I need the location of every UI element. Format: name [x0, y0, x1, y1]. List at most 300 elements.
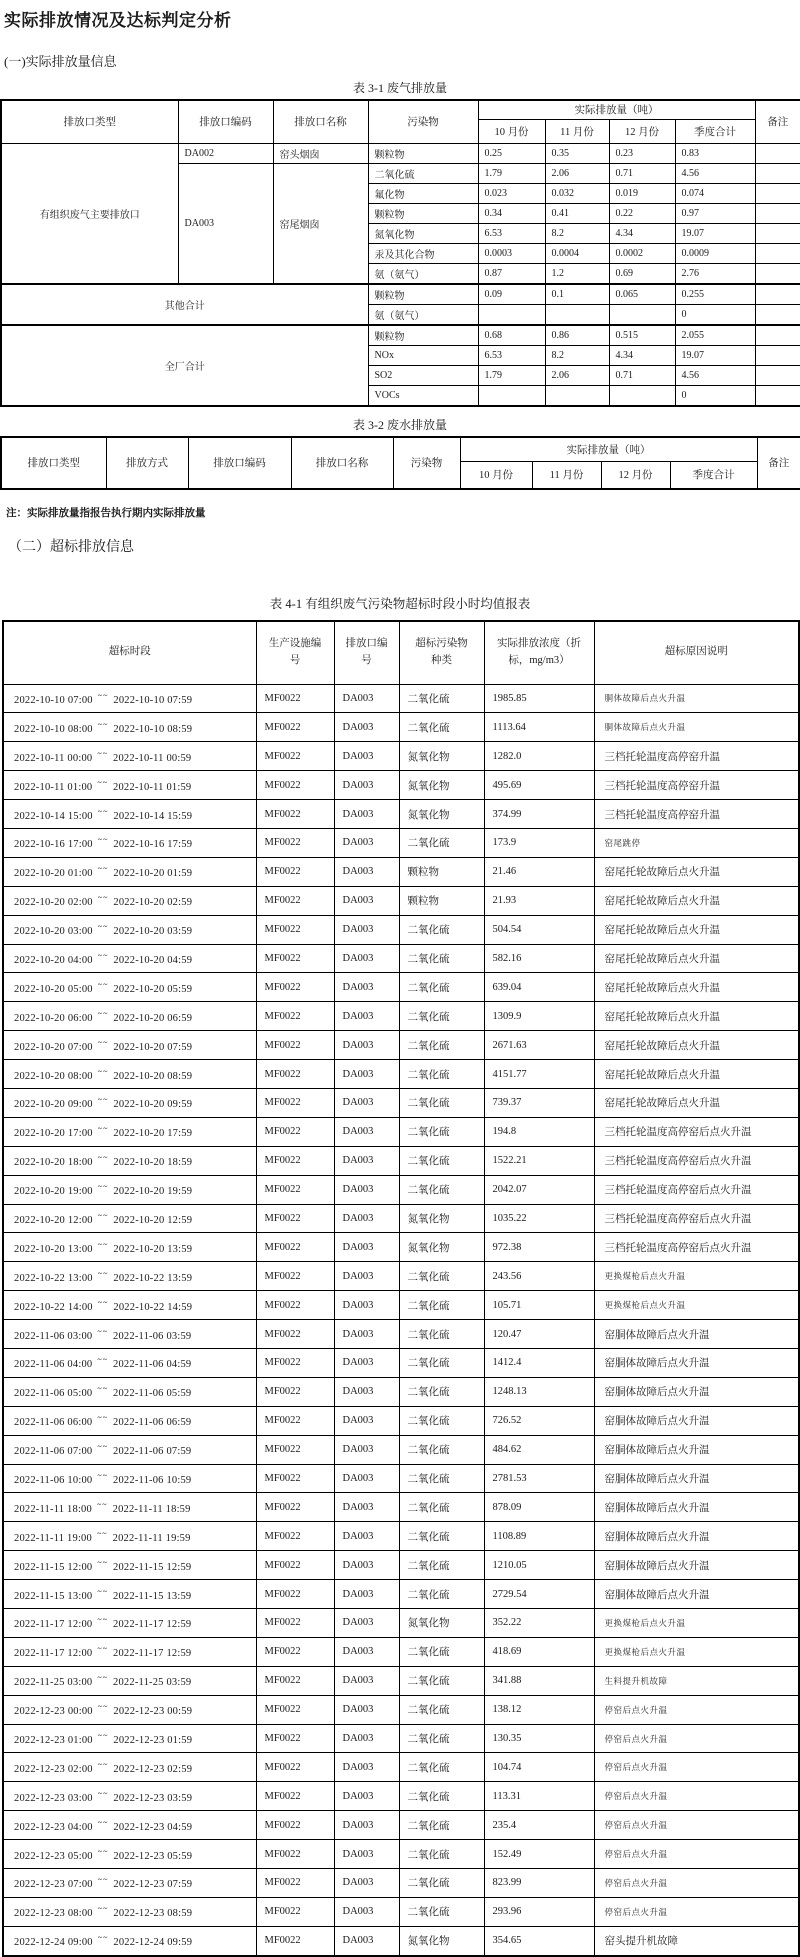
- facility-code-cell: MF0022: [256, 1406, 334, 1435]
- time-range-separator: ~~: [97, 1933, 109, 1943]
- facility-code-cell: MF0022: [256, 1522, 334, 1551]
- outlet-code-cell: DA003: [334, 800, 399, 829]
- time-range-separator: ~~: [97, 748, 109, 758]
- time-range-separator: ~~: [97, 979, 109, 989]
- pollutant-cell: VOCs: [368, 385, 478, 406]
- concentration-cell: 1248.13: [484, 1377, 594, 1406]
- time-range-separator: ~~: [97, 1615, 109, 1625]
- exceedance-row: [3, 1031, 799, 1060]
- exceedance-row: [3, 1146, 799, 1175]
- value-month10-cell: 0.34: [478, 203, 545, 223]
- value-month12-cell: 0.0002: [609, 243, 675, 263]
- exceed-period-cell: 2022-11-06 04:00 ~~ 2022-11-06 04:59: [3, 1348, 256, 1377]
- concentration-cell: 1035.22: [484, 1204, 594, 1233]
- table41-caption: 表 4-1 有组织废气污染物超标时段小时均值报表: [269, 596, 531, 611]
- outlet-code-cell: DA003: [334, 1493, 399, 1522]
- exceed-period-cell: 2022-11-06 06:00 ~~ 2022-11-06 06:59: [3, 1406, 256, 1435]
- time-range-separator: ~~: [97, 1759, 109, 1769]
- pollutant-type-cell: 二氧化硫: [399, 1782, 484, 1811]
- facility-code-cell: MF0022: [256, 915, 334, 944]
- pollutant-type-cell: 氮氧化物: [399, 1609, 484, 1638]
- facility-code-cell: MF0022: [256, 1146, 334, 1175]
- exceedance-row: [3, 1811, 799, 1840]
- exceed-reason-cell: 窑胴体故障后点火升温: [594, 1580, 799, 1609]
- pollutant-type-cell: 氮氧化物: [399, 1233, 484, 1262]
- concentration-cell: 2671.63: [484, 1031, 594, 1060]
- remark-cell: [755, 223, 800, 243]
- exceed-period-cell: 2022-11-15 13:00 ~~ 2022-11-15 13:59: [3, 1580, 256, 1609]
- concentration-cell: 1522.21: [484, 1146, 594, 1175]
- pollutant-type-cell: 二氧化硫: [399, 1522, 484, 1551]
- pollutant-type-cell: 二氧化硫: [399, 1377, 484, 1406]
- exceed-reason-cell: 窑尾托轮故障后点火升温: [594, 973, 799, 1002]
- exceed-reason-cell: 停窑后点火升温: [594, 1811, 799, 1840]
- waste-water-emission-table: [0, 436, 800, 490]
- value-quarter-total-cell: 0.255: [675, 284, 755, 305]
- facility-code-cell: MF0022: [256, 1088, 334, 1117]
- concentration-cell: 354.65: [484, 1926, 594, 1955]
- concentration-cell: 878.09: [484, 1493, 594, 1522]
- time-range-separator: ~~: [97, 1644, 109, 1654]
- pollutant-type-cell: 氮氧化物: [399, 800, 484, 829]
- pollutant-cell: 颗粒物: [368, 143, 478, 163]
- value-month12-cell: 0.22: [609, 203, 675, 223]
- pollutant-cell: SO2: [368, 365, 478, 385]
- outlet-code-cell: DA003: [334, 742, 399, 771]
- facility-code-cell: MF0022: [256, 1811, 334, 1840]
- exceed-reason-cell: 停窑后点火升温: [594, 1753, 799, 1782]
- pollutant-type-cell: 二氧化硫: [399, 1493, 484, 1522]
- exceedance-row: [3, 1869, 799, 1898]
- pollutant-cell: NOx: [368, 345, 478, 365]
- exceedance-row: [3, 1088, 799, 1117]
- concentration-cell: 1282.0: [484, 742, 594, 771]
- pollutant-cell: 颗粒物: [368, 203, 478, 223]
- th-remark: 备注: [757, 437, 800, 489]
- exceed-reason-cell: 生料提升机故障: [594, 1666, 799, 1695]
- exceed-period-cell: 2022-10-22 13:00 ~~ 2022-10-22 13:59: [3, 1262, 256, 1291]
- time-range-separator: ~~: [97, 1875, 109, 1885]
- facility-code-cell: MF0022: [256, 1031, 334, 1060]
- exceed-period-cell: 2022-11-11 19:00 ~~ 2022-11-11 19:59: [3, 1522, 256, 1551]
- exceed-period-cell: 2022-10-20 05:00 ~~ 2022-10-20 05:59: [3, 973, 256, 1002]
- section-actual-emission: (一)实际排放量信息: [4, 54, 117, 69]
- outlet-code-cell: DA003: [334, 1666, 399, 1695]
- concentration-cell: 972.38: [484, 1233, 594, 1262]
- time-range-separator: ~~: [97, 1124, 109, 1134]
- remark-cell: [755, 183, 800, 203]
- exceedance-row: [3, 1897, 799, 1926]
- th-month-11: 11 月份: [545, 119, 609, 143]
- value-quarter-total-cell: 0: [675, 304, 755, 325]
- facility-code-cell: MF0022: [256, 1695, 334, 1724]
- facility-code-cell: MF0022: [256, 684, 334, 713]
- exceed-period-cell: 2022-10-22 14:00 ~~ 2022-10-22 14:59: [3, 1291, 256, 1320]
- exceed-period-cell: 2022-11-06 03:00 ~~ 2022-11-06 03:59: [3, 1320, 256, 1349]
- exceed-period-cell: 2022-12-23 02:00 ~~ 2022-12-23 02:59: [3, 1753, 256, 1782]
- pollutant-type-cell: 二氧化硫: [399, 1088, 484, 1117]
- time-range-separator: ~~: [97, 1817, 109, 1827]
- exceed-reason-cell: 三档托轮温度高停窑升温: [594, 771, 799, 800]
- exceed-period-cell: 2022-10-16 17:00 ~~ 2022-10-16 17:59: [3, 828, 256, 857]
- exceed-reason-cell: 窑尾托轮故障后点火升温: [594, 915, 799, 944]
- pollutant-type-cell: 二氧化硫: [399, 1666, 484, 1695]
- outlet-code-cell: DA003: [334, 1637, 399, 1666]
- exceedance-row: [3, 973, 799, 1002]
- th-month-10: 10 月份: [460, 462, 532, 489]
- time-range-separator: ~~: [97, 1442, 109, 1452]
- th-exceed-reason: 超标原因说明: [594, 621, 799, 685]
- exceed-reason-cell: 停窑后点火升温: [594, 1840, 799, 1869]
- outlet-code-cell: DA003: [334, 1435, 399, 1464]
- outlet-code-cell: DA003: [334, 886, 399, 915]
- exceedance-row: [3, 684, 799, 713]
- time-range-separator: ~~: [97, 1239, 109, 1249]
- exceed-reason-cell: 停窑后点火升温: [594, 1897, 799, 1926]
- exceed-period-cell: 2022-12-23 01:00 ~~ 2022-12-23 01:59: [3, 1724, 256, 1753]
- outlet-code-cell: DA003: [334, 1753, 399, 1782]
- th-discharge-mode: 排放方式: [106, 437, 188, 489]
- section-exceedance: （二）超标排放信息: [8, 539, 134, 555]
- facility-code-cell: MF0022: [256, 1435, 334, 1464]
- exceedance-row: [3, 1609, 799, 1638]
- exceed-reason-cell: 三档托轮温度高停窑后点火升温: [594, 1117, 799, 1146]
- th-outlet-name: 排放口名称: [291, 437, 393, 489]
- time-range-separator: ~~: [96, 1499, 108, 1509]
- exceedance-row: [3, 1782, 799, 1811]
- time-range-separator: ~~: [97, 1095, 109, 1105]
- concentration-cell: 113.31: [484, 1782, 594, 1811]
- table32-caption: 表 3-2 废水排放量: [353, 417, 447, 432]
- outlet-code-cell: DA003: [334, 1897, 399, 1926]
- exceed-reason-cell: 三档托轮温度高停窑后点火升温: [594, 1175, 799, 1204]
- outlet-code-cell: DA003: [334, 684, 399, 713]
- exceed-period-cell: 2022-10-20 07:00 ~~ 2022-10-20 07:59: [3, 1031, 256, 1060]
- facility-code-cell: MF0022: [256, 800, 334, 829]
- facility-code-cell: MF0022: [256, 857, 334, 886]
- th-month-11: 11 月份: [532, 462, 601, 489]
- value-month10-cell: 0.87: [478, 263, 545, 284]
- exceed-reason-cell: 窑胴体故障后点火升温: [594, 1464, 799, 1493]
- exceed-reason-cell: 三档托轮温度高停窑升温: [594, 742, 799, 771]
- exceed-period-cell: 2022-10-20 06:00 ~~ 2022-10-20 06:59: [3, 1002, 256, 1031]
- exceed-period-cell: 2022-11-25 03:00 ~~ 2022-11-25 03:59: [3, 1666, 256, 1695]
- concentration-cell: 235.4: [484, 1811, 594, 1840]
- facility-code-cell: MF0022: [256, 1348, 334, 1377]
- facility-code-cell: MF0022: [256, 1464, 334, 1493]
- exceedance-row: [3, 1724, 799, 1753]
- exceed-reason-cell: 窑胴体故障后点火升温: [594, 1493, 799, 1522]
- table-note: 注：实际排放量指报告执行期内实际排放量: [6, 507, 206, 519]
- th-pollutant: 污染物: [368, 100, 478, 143]
- value-month10-cell: 1.79: [478, 163, 545, 183]
- pollutant-type-cell: 二氧化硫: [399, 1348, 484, 1377]
- exceed-period-cell: 2022-12-24 09:00 ~~ 2022-12-24 09:59: [3, 1926, 256, 1955]
- exceedance-row: [3, 857, 799, 886]
- exceedance-row: [3, 1377, 799, 1406]
- pollutant-type-cell: 二氧化硫: [399, 1637, 484, 1666]
- report-document: [0, 6, 800, 1957]
- th-month-12: 12 月份: [609, 119, 675, 143]
- pollutant-type-cell: 二氧化硫: [399, 1464, 484, 1493]
- outlet-code-cell: DA003: [334, 1840, 399, 1869]
- outlet-code-cell: DA003: [334, 1031, 399, 1060]
- value-quarter-total-cell: 4.56: [675, 365, 755, 385]
- exceed-reason-cell: 三档托轮温度高停窑后点火升温: [594, 1233, 799, 1262]
- value-quarter-total-cell: 2.76: [675, 263, 755, 284]
- exceed-reason-cell: 更换煤枪后点火升温: [594, 1609, 799, 1638]
- time-range-separator: ~~: [97, 1586, 109, 1596]
- facility-code-cell: MF0022: [256, 1233, 334, 1262]
- pollutant-type-cell: 二氧化硫: [399, 1002, 484, 1031]
- value-month10-cell: [478, 304, 545, 325]
- facility-code-cell: MF0022: [256, 771, 334, 800]
- remark-cell: [755, 243, 800, 263]
- pollutant-type-cell: 二氧化硫: [399, 1811, 484, 1840]
- value-month11-cell: 0.86: [545, 325, 609, 346]
- exceed-reason-cell: 窑尾托轮故障后点火升温: [594, 1088, 799, 1117]
- outlet-code-cell: DA003: [334, 1233, 399, 1262]
- facility-code-cell: MF0022: [256, 1724, 334, 1753]
- exceedance-row: [3, 1175, 799, 1204]
- facility-code-cell: MF0022: [256, 973, 334, 1002]
- concentration-cell: 1210.05: [484, 1551, 594, 1580]
- remark-cell: [755, 284, 800, 305]
- th-facility-code: 生产设施编号: [256, 621, 334, 685]
- exceed-reason-cell: 三档托轮温度高停窑后点火升温: [594, 1146, 799, 1175]
- outlet-code-cell: DA003: [334, 1377, 399, 1406]
- value-month10-cell: 0.25: [478, 143, 545, 163]
- value-month12-cell: 0.71: [609, 365, 675, 385]
- facility-code-cell: MF0022: [256, 1377, 334, 1406]
- outlet-code-cell: DA003: [334, 1146, 399, 1175]
- exceed-reason-cell: 窑尾托轮故障后点火升温: [594, 1060, 799, 1089]
- summary-type-cell: 其他合计: [1, 284, 368, 325]
- pollutant-type-cell: 二氧化硫: [399, 1551, 484, 1580]
- facility-code-cell: MF0022: [256, 1753, 334, 1782]
- exceed-reason-cell: 窑胴体故障后点火升温: [594, 1348, 799, 1377]
- value-month11-cell: 8.2: [545, 345, 609, 365]
- facility-code-cell: MF0022: [256, 1666, 334, 1695]
- concentration-cell: 1309.9: [484, 1002, 594, 1031]
- pollutant-type-cell: 二氧化硫: [399, 684, 484, 713]
- table31-caption: 表 3-1 废气排放量: [353, 81, 447, 95]
- pollutant-cell: 氨（氨气）: [368, 304, 478, 325]
- time-range-separator: ~~: [96, 1528, 108, 1538]
- exceed-reason-cell: 三档托轮温度高停窑升温: [594, 800, 799, 829]
- exceedance-row: [3, 1291, 799, 1320]
- outlet-code-cell: DA003: [334, 1782, 399, 1811]
- facility-code-cell: MF0022: [256, 886, 334, 915]
- exceedance-row: [3, 944, 799, 973]
- exceed-period-cell: 2022-10-20 02:00 ~~ 2022-10-20 02:59: [3, 886, 256, 915]
- concentration-cell: 639.04: [484, 973, 594, 1002]
- pollutant-type-cell: 氮氧化物: [399, 742, 484, 771]
- outlet-code-cell: DA003: [334, 1695, 399, 1724]
- exceed-reason-cell: 停窑后点火升温: [594, 1782, 799, 1811]
- concentration-cell: 823.99: [484, 1869, 594, 1898]
- value-month11-cell: 0.1: [545, 284, 609, 305]
- facility-code-cell: MF0022: [256, 1320, 334, 1349]
- exceedance-row: [3, 1117, 799, 1146]
- concentration-cell: 120.47: [484, 1320, 594, 1349]
- pollutant-type-cell: 颗粒物: [399, 886, 484, 915]
- pollutant-type-cell: 二氧化硫: [399, 1695, 484, 1724]
- remark-cell: [755, 163, 800, 183]
- exceed-reason-cell: 窑胴体故障后点火升温: [594, 1377, 799, 1406]
- exceed-reason-cell: 胴体故障后点火升温: [594, 684, 799, 713]
- remark-cell: [755, 203, 800, 223]
- pollutant-type-cell: 二氧化硫: [399, 1840, 484, 1869]
- time-range-separator: ~~: [97, 1731, 109, 1740]
- value-month11-cell: [545, 385, 609, 406]
- pollutant-type-cell: 二氧化硫: [399, 973, 484, 1002]
- exceed-period-cell: 2022-10-20 17:00 ~~ 2022-10-20 17:59: [3, 1117, 256, 1146]
- value-month10-cell: 6.53: [478, 223, 545, 243]
- exceed-reason-cell: 三档托轮温度高停窑后点火升温: [594, 1204, 799, 1233]
- time-range-separator: ~~: [97, 719, 109, 729]
- concentration-cell: 130.35: [484, 1724, 594, 1753]
- exceedance-hourly-table: [2, 620, 800, 1957]
- exceed-reason-cell: 窑尾托轮故障后点火升温: [594, 886, 799, 915]
- exceedance-row: [3, 1493, 799, 1522]
- th-exceed-pollutant: 超标污染物种类: [399, 621, 484, 685]
- exceed-period-cell: 2022-10-10 07:00 ~~ 2022-10-10 07:59: [3, 684, 256, 713]
- exceedance-row: [3, 1551, 799, 1580]
- value-month11-cell: 0.35: [545, 143, 609, 163]
- pollutant-type-cell: 二氧化硫: [399, 1406, 484, 1435]
- concentration-cell: 105.71: [484, 1291, 594, 1320]
- remark-cell: [755, 263, 800, 284]
- exceed-reason-cell: 窑尾托轮故障后点火升温: [594, 944, 799, 973]
- concentration-cell: 726.52: [484, 1406, 594, 1435]
- outlet-code-cell: DA003: [334, 713, 399, 742]
- value-month10-cell: 1.79: [478, 365, 545, 385]
- facility-code-cell: MF0022: [256, 1869, 334, 1898]
- concentration-cell: 484.62: [484, 1435, 594, 1464]
- waste-gas-emission-table: [0, 99, 800, 407]
- exceedance-row: [3, 742, 799, 771]
- value-month11-cell: 0.41: [545, 203, 609, 223]
- outlet-code-cell: DA003: [334, 1175, 399, 1204]
- pollutant-type-cell: 二氧化硫: [399, 1291, 484, 1320]
- value-month12-cell: [609, 385, 675, 406]
- concentration-cell: 2042.07: [484, 1175, 594, 1204]
- pollutant-type-cell: 二氧化硫: [399, 828, 484, 857]
- time-range-separator: ~~: [97, 1210, 109, 1220]
- facility-code-cell: MF0022: [256, 1609, 334, 1638]
- facility-code-cell: MF0022: [256, 1262, 334, 1291]
- time-range-separator: ~~: [97, 950, 109, 960]
- remark-cell: [755, 143, 800, 163]
- pollutant-cell: 氮氧化物: [368, 223, 478, 243]
- time-range-separator: ~~: [97, 806, 109, 816]
- exceed-period-cell: 2022-11-17 12:00 ~~ 2022-11-17 12:59: [3, 1637, 256, 1666]
- pollutant-type-cell: 二氧化硫: [399, 915, 484, 944]
- outlet-name-cell: 窑尾烟囱: [273, 163, 368, 284]
- outlet-code-cell: DA003: [334, 1869, 399, 1898]
- time-range-separator: ~~: [97, 1037, 109, 1047]
- time-range-separator: ~~: [97, 1297, 109, 1307]
- outlet-code-cell: DA003: [334, 1002, 399, 1031]
- exceedance-row: [3, 771, 799, 800]
- pollutant-cell: 颗粒物: [368, 325, 478, 346]
- pollutant-type-cell: 二氧化硫: [399, 1869, 484, 1898]
- concentration-cell: 739.37: [484, 1088, 594, 1117]
- exceedance-row: [3, 1926, 799, 1955]
- remark-cell: [755, 304, 800, 325]
- exceedance-row: [3, 1580, 799, 1609]
- pollutant-type-cell: 二氧化硫: [399, 1117, 484, 1146]
- time-range-separator: ~~: [97, 835, 109, 845]
- exceedance-row: [3, 1840, 799, 1869]
- table-row: [1, 143, 800, 163]
- th-quarter-total: 季度合计: [670, 462, 757, 489]
- facility-code-cell: MF0022: [256, 1002, 334, 1031]
- time-range-separator: ~~: [97, 1384, 109, 1394]
- exceedance-row: [3, 1637, 799, 1666]
- exceed-reason-cell: 窑胴体故障后点火升温: [594, 1320, 799, 1349]
- exceed-period-cell: 2022-10-20 13:00 ~~ 2022-10-20 13:59: [3, 1233, 256, 1262]
- exceed-period-cell: 2022-10-11 00:00 ~~ 2022-10-11 00:59: [3, 742, 256, 771]
- exceed-period-cell: 2022-10-20 19:00 ~~ 2022-10-20 19:59: [3, 1175, 256, 1204]
- value-month12-cell: 0.515: [609, 325, 675, 346]
- time-range-separator: ~~: [97, 1413, 109, 1423]
- time-range-separator: ~~: [97, 777, 109, 787]
- concentration-cell: 152.49: [484, 1840, 594, 1869]
- exceedance-row: [3, 1320, 799, 1349]
- value-quarter-total-cell: 0.0009: [675, 243, 755, 263]
- concentration-cell: 418.69: [484, 1637, 594, 1666]
- value-month12-cell: 4.34: [609, 345, 675, 365]
- value-quarter-total-cell: 0.97: [675, 203, 755, 223]
- outlet-code-cell: DA003: [334, 1117, 399, 1146]
- outlet-code-cell: DA003: [334, 1724, 399, 1753]
- exceed-reason-cell: 窑尾托轮故障后点火升温: [594, 857, 799, 886]
- value-quarter-total-cell: 0.83: [675, 143, 755, 163]
- outlet-code-cell: DA003: [334, 1320, 399, 1349]
- concentration-cell: 243.56: [484, 1262, 594, 1291]
- exceedance-row: [3, 800, 799, 829]
- exceedance-row: [3, 1666, 799, 1695]
- value-month12-cell: 0.065: [609, 284, 675, 305]
- facility-code-cell: MF0022: [256, 1580, 334, 1609]
- concentration-cell: 374.99: [484, 800, 594, 829]
- pollutant-type-cell: 二氧化硫: [399, 1060, 484, 1089]
- exceed-period-cell: 2022-10-20 08:00 ~~ 2022-10-20 08:59: [3, 1060, 256, 1089]
- value-month11-cell: [545, 304, 609, 325]
- value-month10-cell: [478, 385, 545, 406]
- concentration-cell: 21.93: [484, 886, 594, 915]
- exceed-period-cell: 2022-11-06 05:00 ~~ 2022-11-06 05:59: [3, 1377, 256, 1406]
- exceedance-row: [3, 915, 799, 944]
- concentration-cell: 194.8: [484, 1117, 594, 1146]
- outlet-code-cell: DA003: [334, 915, 399, 944]
- value-month11-cell: 2.06: [545, 163, 609, 183]
- facility-code-cell: MF0022: [256, 1060, 334, 1089]
- outlet-code-cell: DA003: [334, 1088, 399, 1117]
- outlet-code-cell: DA003: [334, 1060, 399, 1089]
- outlet-code-cell: DA003: [334, 1406, 399, 1435]
- concentration-cell: 2729.54: [484, 1580, 594, 1609]
- value-quarter-total-cell: 2.055: [675, 325, 755, 346]
- exceed-period-cell: 2022-10-20 03:00 ~~ 2022-10-20 03:59: [3, 915, 256, 944]
- exceedance-row: [3, 1060, 799, 1089]
- outlet-code-cell: DA003: [334, 771, 399, 800]
- exceedance-row: [3, 1753, 799, 1782]
- time-range-separator: ~~: [97, 1008, 109, 1018]
- exceed-period-cell: 2022-12-23 08:00 ~~ 2022-12-23 08:59: [3, 1897, 256, 1926]
